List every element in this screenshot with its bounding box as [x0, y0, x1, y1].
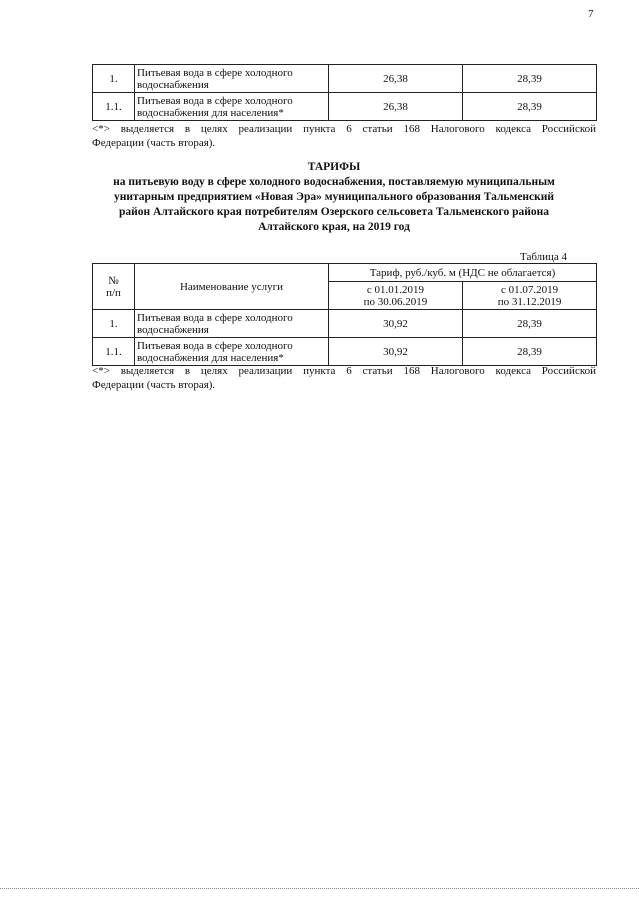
tariff-value: 26,38	[329, 93, 463, 121]
tariff-table-continued	[92, 64, 597, 121]
service-name	[135, 93, 329, 121]
tariff-value: 28,39	[463, 93, 597, 121]
header-number	[93, 264, 135, 310]
row-number: 1.	[93, 65, 135, 93]
header-number-line: п/п	[106, 286, 121, 299]
footnote-line: Федерации (часть вторая).	[92, 137, 216, 149]
table-row	[93, 93, 597, 121]
header-period-line: с 01.07.2019	[500, 283, 559, 296]
heading-line: унитарным предприятием «Новая Эра» муниципального образования Тальменский	[113, 191, 555, 203]
tariff-value: 30,92	[329, 310, 463, 338]
service-name-line: водоснабжения для населения*	[137, 351, 284, 364]
row-number: 1.	[93, 310, 135, 338]
table-row	[93, 310, 597, 338]
heading-line: Алтайского края, на 2019 год	[258, 221, 410, 233]
header-period	[329, 282, 463, 310]
row-number: 1.1.	[93, 338, 135, 366]
service-name	[135, 338, 329, 366]
service-name	[135, 65, 329, 93]
tariff-table-4	[92, 263, 597, 366]
service-name-line: Питьевая вода в сфере холодного	[137, 339, 293, 352]
service-name-line: Питьевая вода в сфере холодного	[137, 66, 293, 79]
tariff-heading	[64, 160, 604, 235]
tariff-value: 28,39	[463, 338, 597, 366]
service-name-line: водоснабжения для населения*	[137, 106, 284, 119]
heading-line: на питьевую воду в сфере холодного водоснабжения, поставляемую муниципальным	[113, 176, 555, 188]
service-name-line: водоснабжения	[137, 323, 209, 336]
table-header-row	[93, 264, 597, 282]
header-period	[463, 282, 597, 310]
tariff-value: 26,38	[329, 65, 463, 93]
tariff-value: 28,39	[463, 310, 597, 338]
tariff-value: 30,92	[329, 338, 463, 366]
service-name	[135, 310, 329, 338]
footnote-line: Федерации (часть вторая).	[92, 379, 216, 391]
service-name-line: Питьевая вода в сфере холодного	[137, 311, 293, 324]
footnote	[92, 364, 596, 392]
header-tariff: Тариф, руб./куб. м (НДС не облагается)	[329, 264, 597, 282]
service-name-line: Питьевая вода в сфере холодного	[137, 94, 293, 107]
service-name-line: водоснабжения	[137, 78, 209, 91]
header-period-line: с 01.01.2019	[366, 283, 425, 296]
heading-title: ТАРИФЫ	[307, 161, 361, 173]
header-period-line: по 31.12.2019	[497, 295, 562, 308]
header-period-line: по 30.06.2019	[363, 295, 428, 308]
header-service: Наименование услуги	[135, 264, 329, 310]
table-label: Таблица 4	[520, 251, 568, 263]
page-number: 7	[588, 8, 594, 20]
tariff-value: 28,39	[463, 65, 597, 93]
footnote-line: <*> выделяется в целях реализации пункта 6 статьи 168 Налогового кодекса Российской	[92, 123, 596, 135]
heading-line: район Алтайского края потребителям Озерского сельсовета Тальменского района	[119, 206, 549, 218]
table-row	[93, 338, 597, 366]
footnote	[92, 122, 596, 150]
scan-edge-line	[0, 888, 639, 889]
row-number: 1.1.	[93, 93, 135, 121]
header-number-line: №	[108, 274, 119, 287]
footnote-line: <*> выделяется в целях реализации пункта 6 статьи 168 Налогового кодекса Российской	[92, 365, 596, 377]
table-row	[93, 65, 597, 93]
